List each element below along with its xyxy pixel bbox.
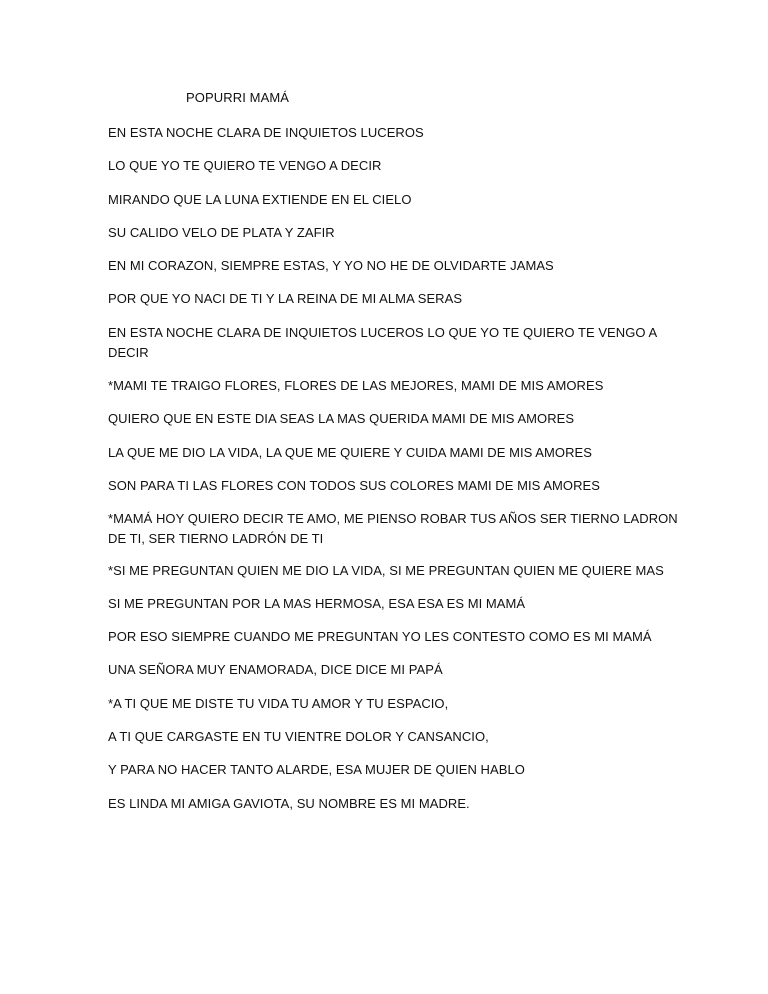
lyric-line: SON PARA TI LAS FLORES CON TODOS SUS COLORES MAMI DE MIS AMORES bbox=[108, 477, 600, 493]
lyric-line: EN ESTA NOCHE CLARA DE INQUIETOS LUCEROS bbox=[108, 125, 424, 140]
lyric-line: EN MI CORAZON, SIEMPRE ESTAS, Y YO NO HE DE OLVIDARTE JAMAS bbox=[108, 258, 554, 274]
lyric-line: *MAMÁ HOY QUIERO DECIR TE AMO, ME PIENSO ROBAR TUS AÑOS SER TIERNO LADRON DE TI, SER TIERNO LADRÓN DE TI bbox=[108, 511, 678, 547]
lyric-line: *A TI QUE ME DISTE TU VIDA TU AMOR Y TU ESPACIO, bbox=[108, 695, 449, 711]
lyrics-lines bbox=[108, 123, 683, 827]
lyric-line: A TI QUE CARGASTE EN TU VIENTRE DOLOR Y CANSANCIO, bbox=[108, 729, 489, 745]
lyric-line: POR ESO SIEMPRE CUANDO ME PREGUNTAN YO LES CONTESTO COMO ES MI MAMÁ bbox=[108, 629, 652, 645]
lyric-line: POR QUE YO NACI DE TI Y LA REINA DE MI ALMA SERAS bbox=[108, 291, 463, 307]
lyric-line: *SI ME PREGUNTAN QUIEN ME DIO LA VIDA, SI ME PREGUNTAN QUIEN ME QUIERE MAS bbox=[108, 562, 664, 578]
lyric-line: *MAMI TE TRAIGO FLORES, FLORES DE LAS MEJORES, MAMI DE MIS AMORES bbox=[108, 378, 604, 394]
lyric-line: Y PARA NO HACER TANTO ALARDE, ESA MUJER DE QUIEN HABLO bbox=[108, 762, 525, 778]
lyric-line: QUIERO QUE EN ESTE DIA SEAS LA MAS QUERIDA MAMI DE MIS AMORES bbox=[108, 411, 575, 427]
lyric-line: UNA SEÑORA MUY ENAMORADA, DICE DICE MI PAPÁ bbox=[108, 662, 443, 678]
lyric-line: MIRANDO QUE LA LUNA EXTIENDE EN EL CIELO bbox=[108, 191, 412, 207]
lyric-line: LA QUE ME DIO LA VIDA, LA QUE ME QUIERE Y CUIDA MAMI DE MIS AMORES bbox=[108, 444, 592, 460]
lyric-line: LO QUE YO TE QUIERO TE VENGO A DECIR bbox=[108, 158, 382, 174]
lyric-line: SI ME PREGUNTAN POR LA MAS HERMOSA, ESA ESA ES MI MAMÁ bbox=[108, 595, 526, 611]
document-title: POPURRI MAMÁ bbox=[186, 90, 290, 105]
lyric-line: ES LINDA MI AMIGA GAVIOTA, SU NOMBRE ES MI MADRE. bbox=[108, 795, 470, 811]
lyric-line: EN ESTA NOCHE CLARA DE INQUIETOS LUCEROS LO QUE YO TE QUIERO TE VENGO A DECIR bbox=[108, 324, 657, 360]
lyric-line: SU CALIDO VELO DE PLATA Y ZAFIR bbox=[108, 224, 335, 240]
